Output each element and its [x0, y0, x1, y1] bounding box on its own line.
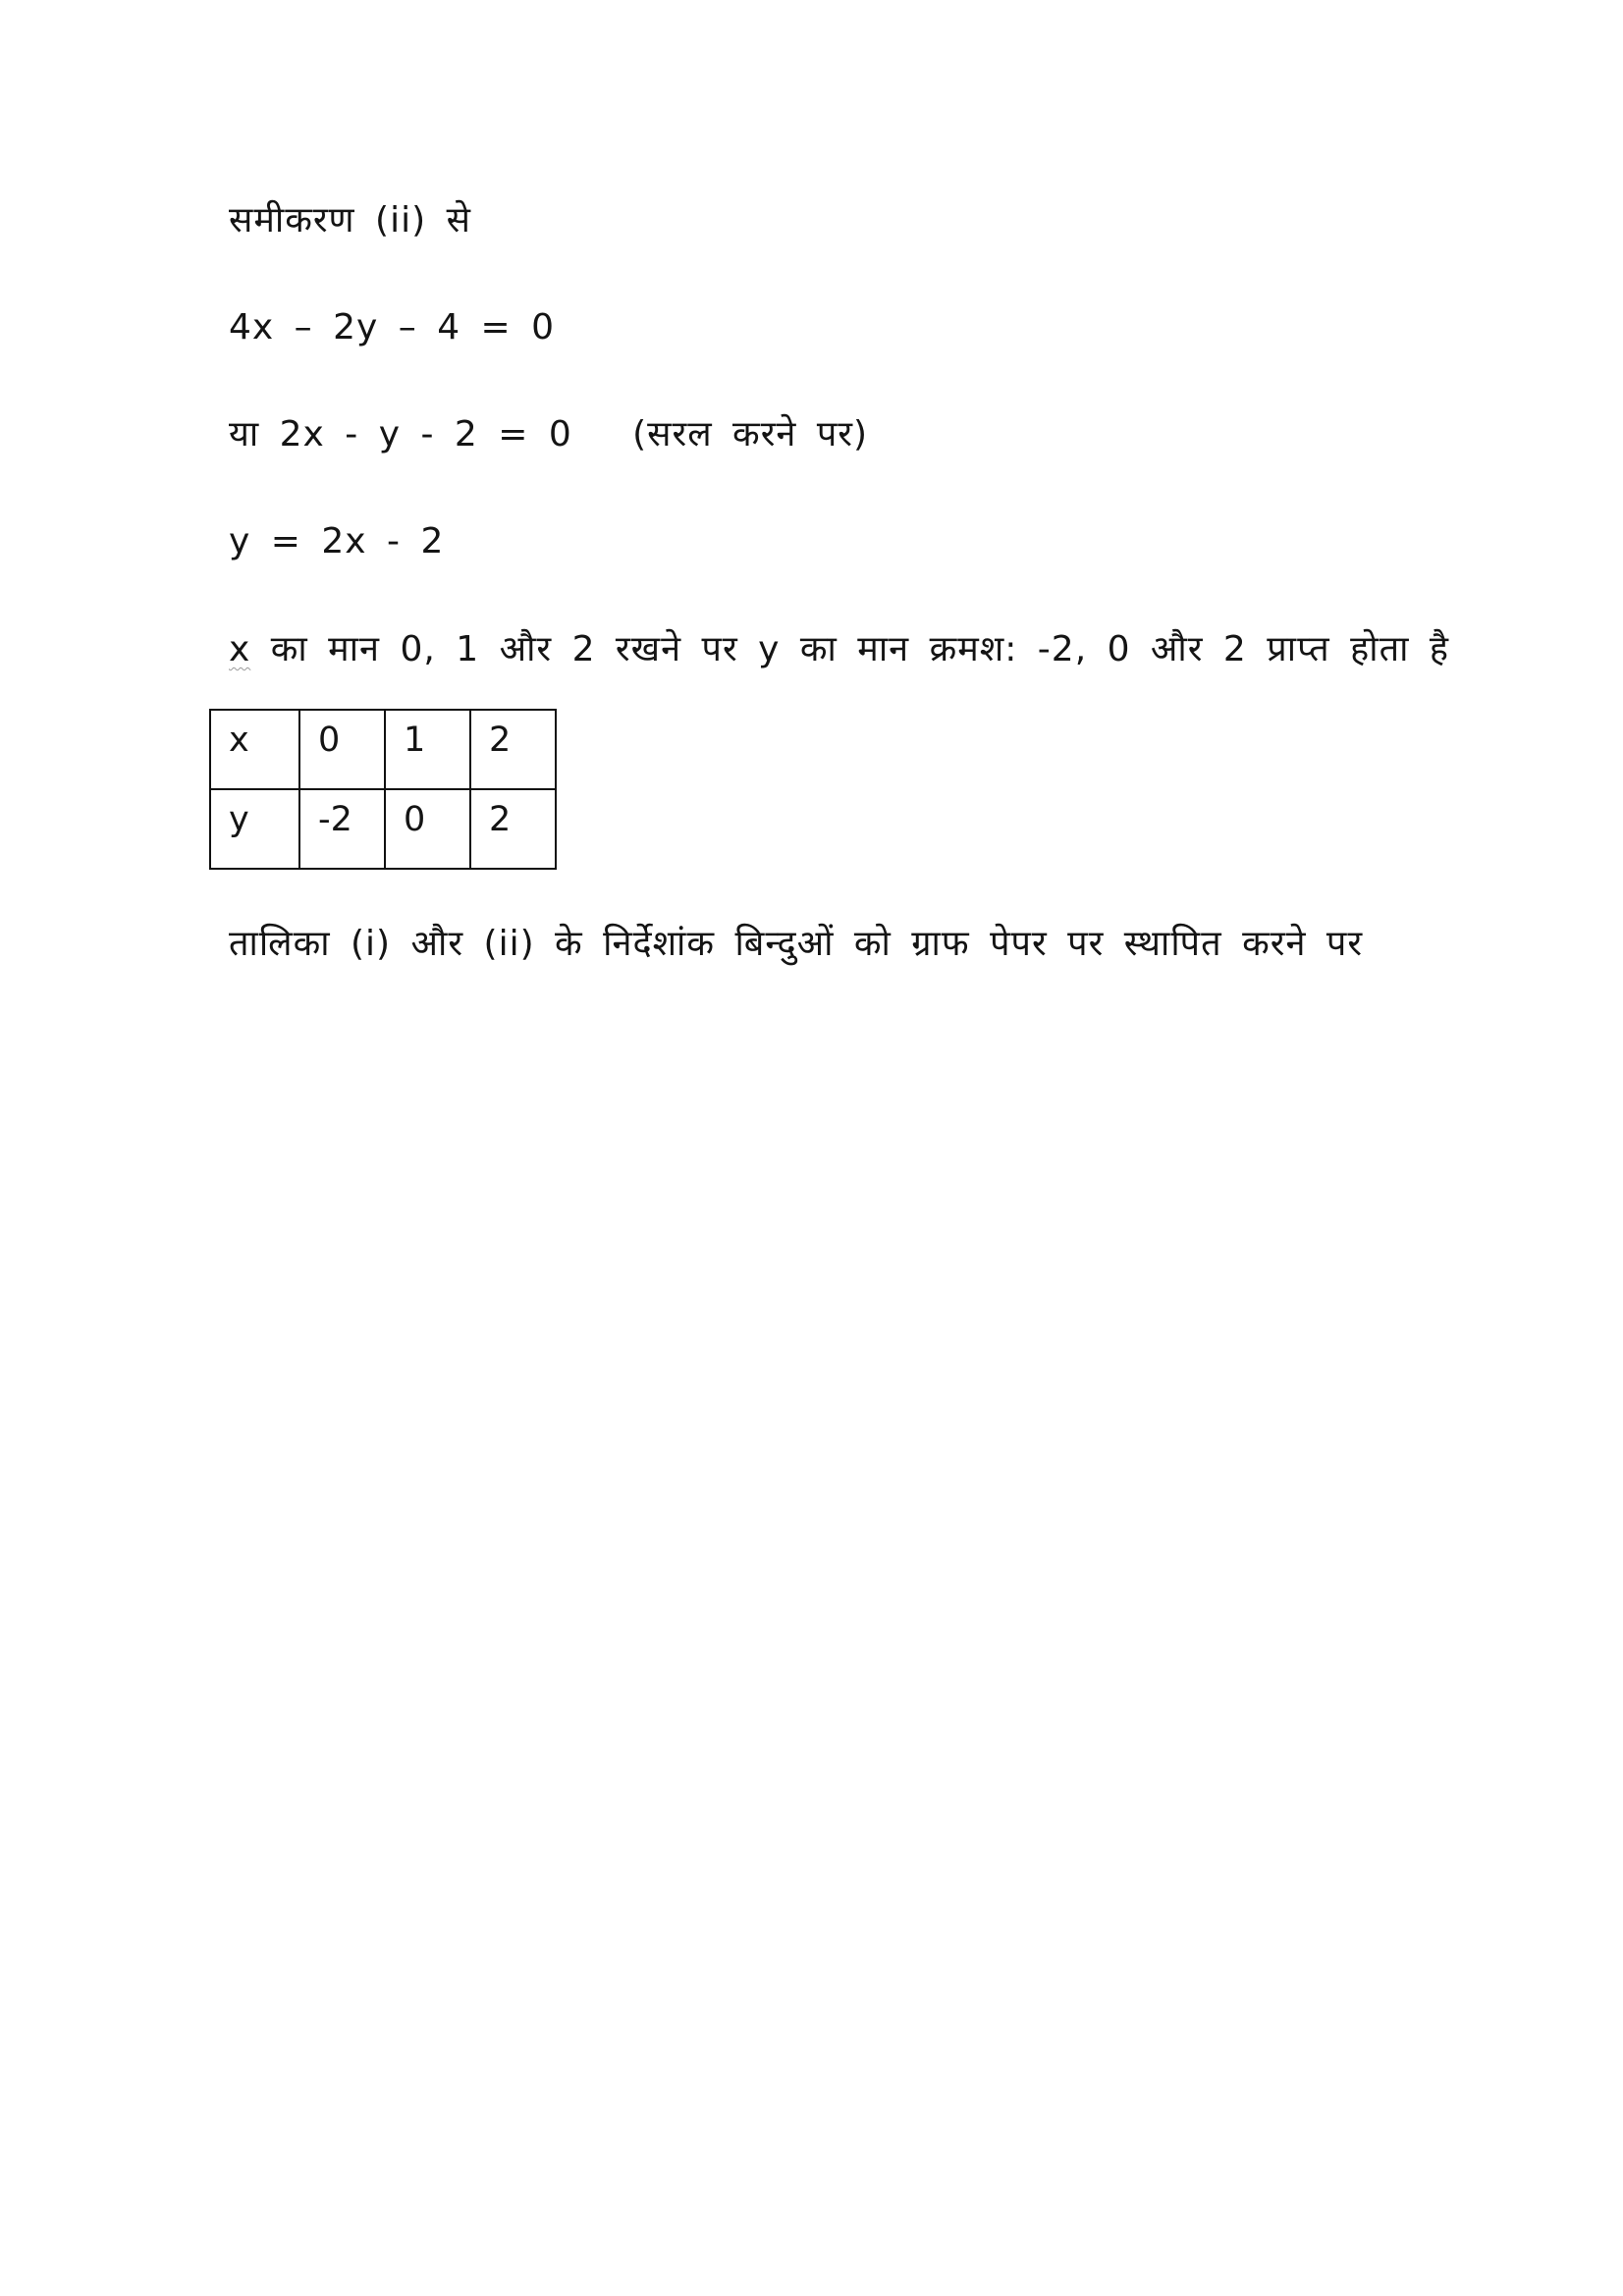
table-cell: 0 [385, 789, 470, 869]
table-row-label: x [210, 710, 299, 789]
y-expression-line: y = 2x - 2 [229, 521, 445, 561]
table-row-label: y [210, 789, 299, 869]
table-cell: 2 [470, 789, 556, 869]
table-cell: -2 [299, 789, 385, 869]
variable-x-marked: x [229, 629, 251, 669]
substitution-sentence-rest: का मान 0, 1 और 2 रखने पर y का मान क्रमश: -2, 0 और 2 प्राप्त होता है [250, 629, 1449, 669]
values-table [209, 709, 557, 870]
substitution-sentence [229, 628, 1449, 671]
table-row [210, 789, 556, 869]
equation-line: 4x – 2y – 4 = 0 [229, 307, 556, 347]
conclusion-sentence: तालिका (i) और (ii) के निर्देशांक बिन्दुओं को ग्राफ पेपर पर स्थापित करने पर [229, 924, 1364, 964]
table-cell: 2 [470, 710, 556, 789]
table-row [210, 710, 556, 789]
simplified-equation-line: या 2x - y - 2 = 0 (सरल करने पर) [229, 414, 869, 454]
equation-ref-text: समीकरण (ii) से [229, 200, 471, 240]
table-cell: 0 [299, 710, 385, 789]
table-cell: 1 [385, 710, 470, 789]
